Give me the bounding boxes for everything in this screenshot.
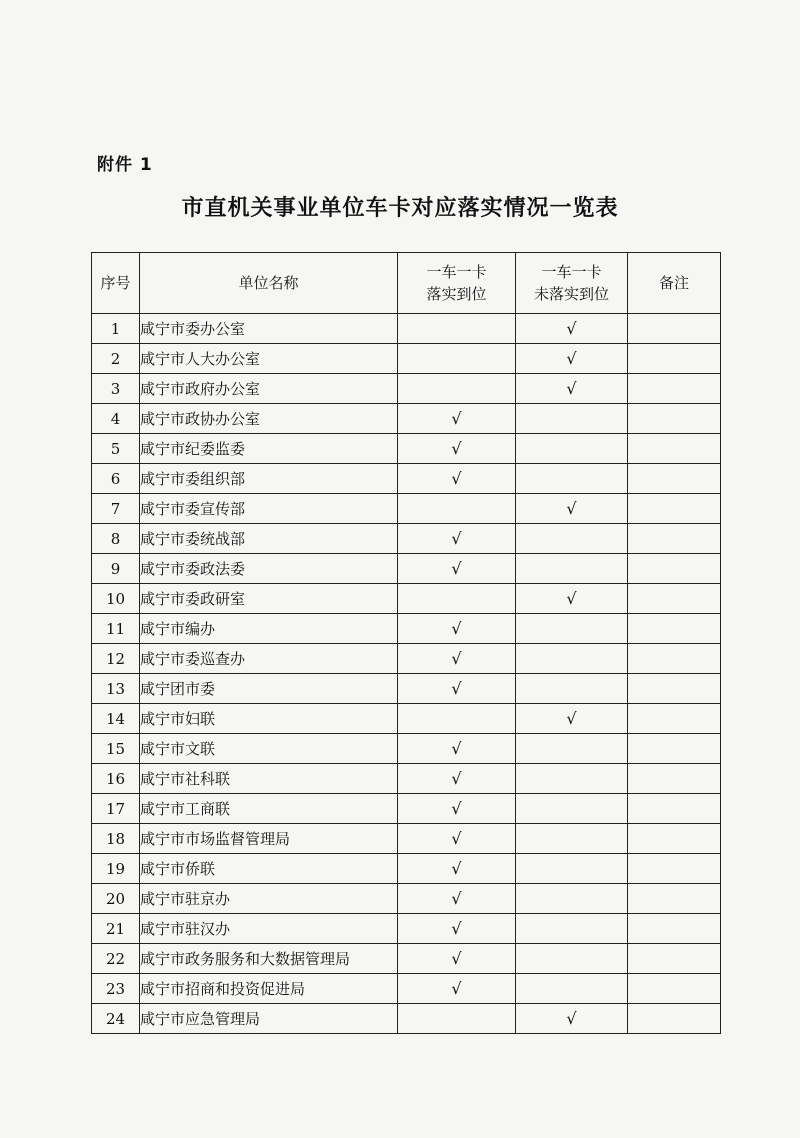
row-implemented-cell — [398, 554, 516, 584]
row-index: 9 — [92, 554, 140, 584]
row-implemented-cell — [398, 614, 516, 644]
check-mark: √ — [451, 949, 462, 968]
row-implemented-cell — [398, 584, 516, 614]
row-not-implemented-cell — [516, 974, 628, 1004]
check-mark: √ — [566, 1009, 577, 1028]
row-not-implemented-cell — [516, 344, 628, 374]
table-row — [92, 374, 721, 404]
row-note-cell — [628, 434, 721, 464]
row-implemented-cell — [398, 344, 516, 374]
row-index: 1 — [92, 314, 140, 344]
table-row — [92, 614, 721, 644]
row-unit-name: 咸宁市妇联 — [140, 704, 398, 734]
row-index: 21 — [92, 914, 140, 944]
table-row — [92, 1004, 721, 1034]
table-row — [92, 314, 721, 344]
row-implemented-cell — [398, 314, 516, 344]
table-row — [92, 554, 721, 584]
table-row — [92, 404, 721, 434]
check-mark: √ — [566, 319, 577, 338]
table-row — [92, 764, 721, 794]
row-implemented-cell — [398, 944, 516, 974]
row-unit-name: 咸宁市驻京办 — [140, 884, 398, 914]
row-unit-name: 咸宁市政务服务和大数据管理局 — [140, 944, 398, 974]
table-body — [92, 314, 721, 1034]
row-not-implemented-cell — [516, 524, 628, 554]
check-mark: √ — [451, 649, 462, 668]
check-mark: √ — [451, 889, 462, 908]
row-note-cell — [628, 404, 721, 434]
row-implemented-cell — [398, 674, 516, 704]
table-row — [92, 704, 721, 734]
row-unit-name: 咸宁市侨联 — [140, 854, 398, 884]
table-row — [92, 794, 721, 824]
row-index: 8 — [92, 524, 140, 554]
table-header-row — [92, 253, 721, 314]
row-implemented-cell — [398, 494, 516, 524]
row-implemented-cell — [398, 824, 516, 854]
table-row — [92, 824, 721, 854]
table-row — [92, 734, 721, 764]
attachment-label: 附件 1 — [97, 155, 153, 175]
row-not-implemented-cell — [516, 884, 628, 914]
header-not-implemented-line2: 未落实到位 — [533, 285, 609, 303]
row-index: 11 — [92, 614, 140, 644]
row-index: 22 — [92, 944, 140, 974]
row-note-cell — [628, 374, 721, 404]
row-note-cell — [628, 494, 721, 524]
row-not-implemented-cell — [516, 494, 628, 524]
row-not-implemented-cell — [516, 1004, 628, 1034]
table-row — [92, 344, 721, 374]
row-unit-name: 咸宁市委巡查办 — [140, 644, 398, 674]
row-implemented-cell — [398, 404, 516, 434]
row-unit-name: 咸宁市文联 — [140, 734, 398, 764]
row-index: 24 — [92, 1004, 140, 1034]
row-unit-name: 咸宁市市场监督管理局 — [140, 824, 398, 854]
row-not-implemented-cell — [516, 404, 628, 434]
table-row — [92, 464, 721, 494]
row-not-implemented-cell — [516, 554, 628, 584]
table-row — [92, 524, 721, 554]
row-note-cell — [628, 464, 721, 494]
check-mark: √ — [451, 829, 462, 848]
row-index: 5 — [92, 434, 140, 464]
row-unit-name: 咸宁市委宣传部 — [140, 494, 398, 524]
check-mark: √ — [451, 439, 462, 458]
check-mark: √ — [566, 349, 577, 368]
header-implemented-line1: 一车一卡 — [426, 263, 487, 281]
check-mark: √ — [451, 799, 462, 818]
row-not-implemented-cell — [516, 614, 628, 644]
row-note-cell — [628, 944, 721, 974]
check-mark: √ — [566, 379, 577, 398]
row-unit-name: 咸宁市纪委监委 — [140, 434, 398, 464]
row-not-implemented-cell — [516, 914, 628, 944]
header-index: 序号 — [92, 253, 140, 314]
check-mark: √ — [451, 679, 462, 698]
row-note-cell — [628, 584, 721, 614]
check-mark: √ — [451, 529, 462, 548]
row-implemented-cell — [398, 644, 516, 674]
row-index: 3 — [92, 374, 140, 404]
table-row — [92, 854, 721, 884]
header-unit-name: 单位名称 — [140, 253, 398, 314]
row-not-implemented-cell — [516, 764, 628, 794]
table-row — [92, 914, 721, 944]
row-implemented-cell — [398, 704, 516, 734]
row-unit-name: 咸宁市社科联 — [140, 764, 398, 794]
row-index: 7 — [92, 494, 140, 524]
row-index: 12 — [92, 644, 140, 674]
row-not-implemented-cell — [516, 314, 628, 344]
row-note-cell — [628, 974, 721, 1004]
row-unit-name: 咸宁市人大办公室 — [140, 344, 398, 374]
row-unit-name: 咸宁市委统战部 — [140, 524, 398, 554]
row-note-cell — [628, 824, 721, 854]
row-index: 2 — [92, 344, 140, 374]
row-not-implemented-cell — [516, 644, 628, 674]
row-not-implemented-cell — [516, 794, 628, 824]
row-implemented-cell — [398, 524, 516, 554]
header-not-implemented — [516, 253, 628, 314]
row-note-cell — [628, 524, 721, 554]
unit-status-table — [91, 252, 721, 1034]
row-not-implemented-cell — [516, 674, 628, 704]
check-mark: √ — [451, 919, 462, 938]
row-not-implemented-cell — [516, 734, 628, 764]
row-unit-name: 咸宁市工商联 — [140, 794, 398, 824]
check-mark: √ — [451, 469, 462, 488]
row-index: 23 — [92, 974, 140, 1004]
row-unit-name: 咸宁市委办公室 — [140, 314, 398, 344]
table-row — [92, 944, 721, 974]
row-not-implemented-cell — [516, 824, 628, 854]
row-note-cell — [628, 884, 721, 914]
row-note-cell — [628, 674, 721, 704]
row-note-cell — [628, 344, 721, 374]
row-note-cell — [628, 1004, 721, 1034]
table-row — [92, 494, 721, 524]
row-index: 19 — [92, 854, 140, 884]
row-unit-name: 咸宁市招商和投资促进局 — [140, 974, 398, 1004]
check-mark: √ — [451, 769, 462, 788]
row-index: 20 — [92, 884, 140, 914]
row-unit-name: 咸宁市委组织部 — [140, 464, 398, 494]
header-implemented-line2: 落实到位 — [426, 285, 487, 303]
row-index: 6 — [92, 464, 140, 494]
row-note-cell — [628, 644, 721, 674]
row-implemented-cell — [398, 794, 516, 824]
row-implemented-cell — [398, 464, 516, 494]
check-mark: √ — [451, 409, 462, 428]
row-not-implemented-cell — [516, 584, 628, 614]
row-not-implemented-cell — [516, 854, 628, 884]
row-unit-name: 咸宁团市委 — [140, 674, 398, 704]
row-index: 4 — [92, 404, 140, 434]
row-implemented-cell — [398, 734, 516, 764]
check-mark: √ — [451, 619, 462, 638]
row-unit-name: 咸宁市编办 — [140, 614, 398, 644]
row-unit-name: 咸宁市政协办公室 — [140, 404, 398, 434]
row-unit-name: 咸宁市驻汉办 — [140, 914, 398, 944]
document-title: 市直机关事业单位车卡对应落实情况一览表 — [181, 196, 619, 221]
row-unit-name: 咸宁市委政研室 — [140, 584, 398, 614]
table-row — [92, 644, 721, 674]
table-row — [92, 434, 721, 464]
row-implemented-cell — [398, 1004, 516, 1034]
row-note-cell — [628, 794, 721, 824]
check-mark: √ — [451, 739, 462, 758]
row-implemented-cell — [398, 854, 516, 884]
check-mark: √ — [566, 709, 577, 728]
row-implemented-cell — [398, 764, 516, 794]
row-index: 17 — [92, 794, 140, 824]
row-note-cell — [628, 554, 721, 584]
row-index: 13 — [92, 674, 140, 704]
table-row — [92, 584, 721, 614]
row-note-cell — [628, 704, 721, 734]
row-unit-name: 咸宁市委政法委 — [140, 554, 398, 584]
row-not-implemented-cell — [516, 434, 628, 464]
row-not-implemented-cell — [516, 704, 628, 734]
row-not-implemented-cell — [516, 374, 628, 404]
table-row — [92, 884, 721, 914]
header-note: 备注 — [628, 253, 721, 314]
row-index: 14 — [92, 704, 140, 734]
row-note-cell — [628, 764, 721, 794]
row-not-implemented-cell — [516, 464, 628, 494]
row-implemented-cell — [398, 884, 516, 914]
check-mark: √ — [451, 859, 462, 878]
check-mark: √ — [451, 559, 462, 578]
row-index: 18 — [92, 824, 140, 854]
check-mark: √ — [451, 979, 462, 998]
table-row — [92, 974, 721, 1004]
row-unit-name: 咸宁市应急管理局 — [140, 1004, 398, 1034]
row-note-cell — [628, 314, 721, 344]
row-implemented-cell — [398, 974, 516, 1004]
row-note-cell — [628, 734, 721, 764]
row-not-implemented-cell — [516, 944, 628, 974]
row-index: 15 — [92, 734, 140, 764]
row-note-cell — [628, 854, 721, 884]
row-implemented-cell — [398, 374, 516, 404]
header-not-implemented-line1: 一车一卡 — [541, 263, 602, 281]
table-row — [92, 674, 721, 704]
row-implemented-cell — [398, 914, 516, 944]
check-mark: √ — [566, 589, 577, 608]
header-implemented — [398, 253, 516, 314]
row-index: 16 — [92, 764, 140, 794]
row-note-cell — [628, 614, 721, 644]
row-implemented-cell — [398, 434, 516, 464]
check-mark: √ — [566, 499, 577, 518]
row-index: 10 — [92, 584, 140, 614]
row-unit-name: 咸宁市政府办公室 — [140, 374, 398, 404]
row-note-cell — [628, 914, 721, 944]
